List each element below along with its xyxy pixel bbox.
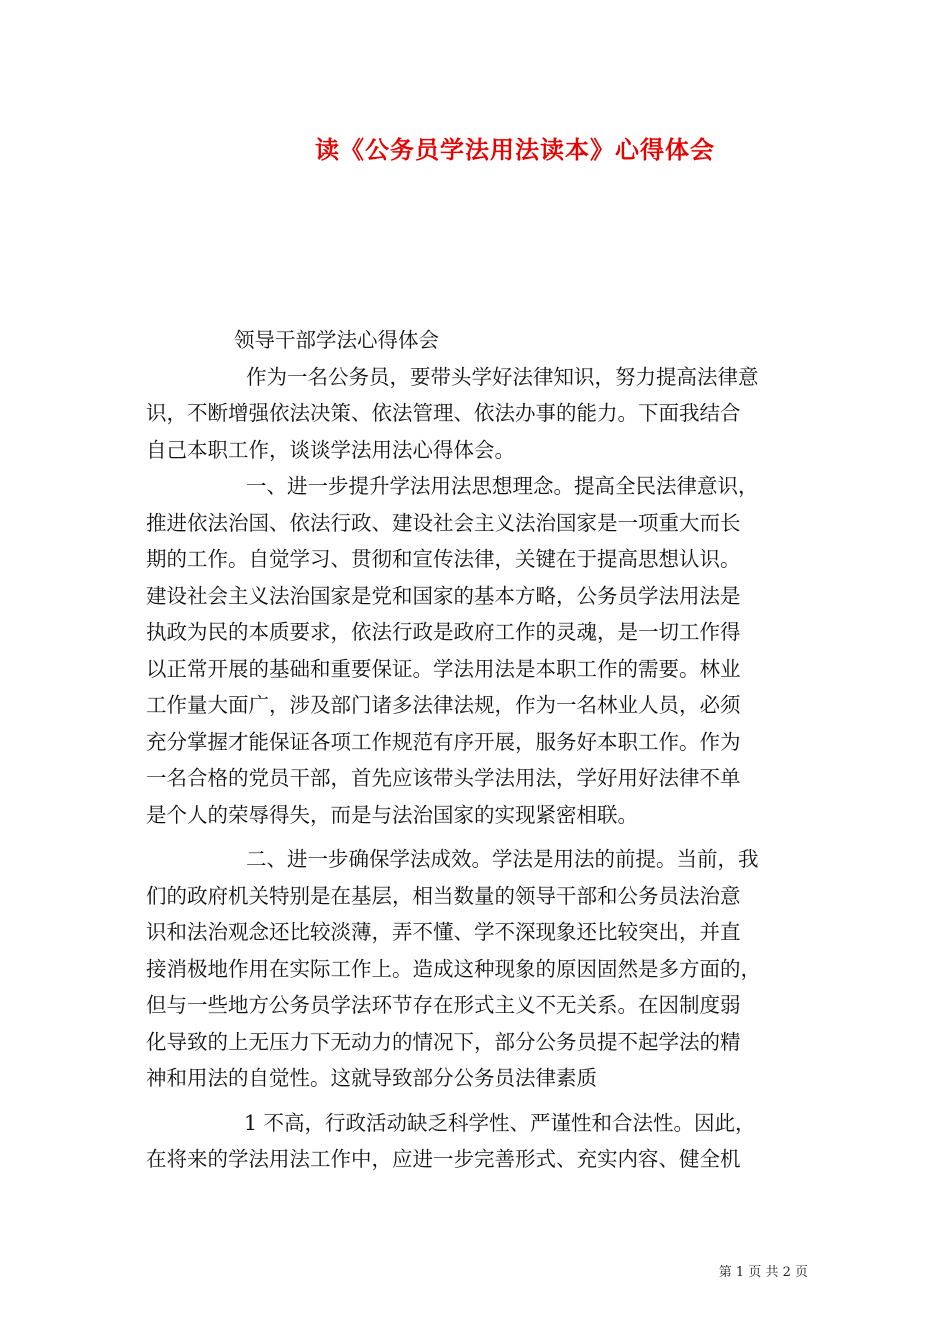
- paragraph-line: 自己本职工作，谈谈学法用法心得体会。: [146, 437, 515, 462]
- paragraph-line: 一名合格的党员干部，首先应该带头学法用法，学好用好法律不单: [146, 766, 741, 790]
- paragraph-line: 在将来的学法用法工作中，应进一步完善形式、充实内容、健全机: [146, 1147, 741, 1171]
- page-number: 第 1 页 共 2 页: [718, 1265, 808, 1280]
- section-heading: 领导干部学法心得体会: [234, 328, 439, 352]
- paragraph-line: 接消极地作用在实际工作上。造成这种现象的原因固然是多方面的，: [146, 956, 761, 981]
- paragraph-line: 建设社会主义法治国家是党和国家的基本方略，公务员学法用法是: [146, 583, 741, 608]
- paragraph-line: 识和法治观念还比较淡薄，弄不懂、学不深现象还比较突出，并直: [146, 920, 741, 944]
- paragraph-line: 一、进一步提升学法用法思想理念。提高全民法律意识，: [246, 474, 759, 498]
- paragraph-line: 神和用法的自觉性。这就导致部分公务员法律素质: [146, 1066, 597, 1090]
- paragraph-line: 工作量大面广，涉及部门诸多法律法规，作为一名林业人员，必须: [146, 693, 741, 717]
- paragraph-line: 执政为民的本质要求，依法行政是政府工作的灵魂，是一切工作得: [146, 620, 741, 644]
- paragraph-line: 1 不高，行政活动缺乏科学性、严谨性和合法性。因此，: [244, 1110, 756, 1135]
- paragraph-line: 充分掌握才能保证各项工作规范有序开展，服务好本职工作。作为: [146, 729, 741, 754]
- paragraph-line: 期的工作。自觉学习、贯彻和宣传法律，关键在于提高思想认识。: [146, 547, 741, 571]
- paragraph-line: 二、进一步确保学法成效。学法是用法的前提。当前，我: [246, 847, 759, 871]
- paragraph-line: 化导致的上无压力下无动力的情况下，部分公务员提不起学法的精: [146, 1029, 741, 1054]
- document-title: 读《公务员学法用法读本》心得体会: [315, 135, 715, 164]
- paragraph-line: 作为一名公务员，要带头学好法律知识，努力提高法律意: [246, 364, 759, 389]
- paragraph-gap: [146, 1097, 806, 1105]
- paragraph-line: 推进依法治国、依法行政、建设社会主义法治国家是一项重大而长: [146, 510, 741, 535]
- paragraph-line: 以正常开展的基础和重要保证。学法用法是本职工作的需要。林业: [146, 656, 741, 681]
- paragraph-gap: [146, 833, 806, 841]
- paragraph-line: 识，不断增强依法决策、依法管理、依法办事的能力。下面我结合: [146, 401, 741, 425]
- document-body: [146, 322, 806, 1178]
- paragraph-line: 是个人的荣辱得失，而是与法治国家的实现紧密相联。: [146, 802, 638, 827]
- paragraph-line: 们的政府机关特别是在基层，相当数量的领导干部和公务员法治意: [146, 883, 741, 908]
- paragraph-line: 但与一些地方公务员学法环节存在形式主义不无关系。在因制度弱: [146, 993, 741, 1017]
